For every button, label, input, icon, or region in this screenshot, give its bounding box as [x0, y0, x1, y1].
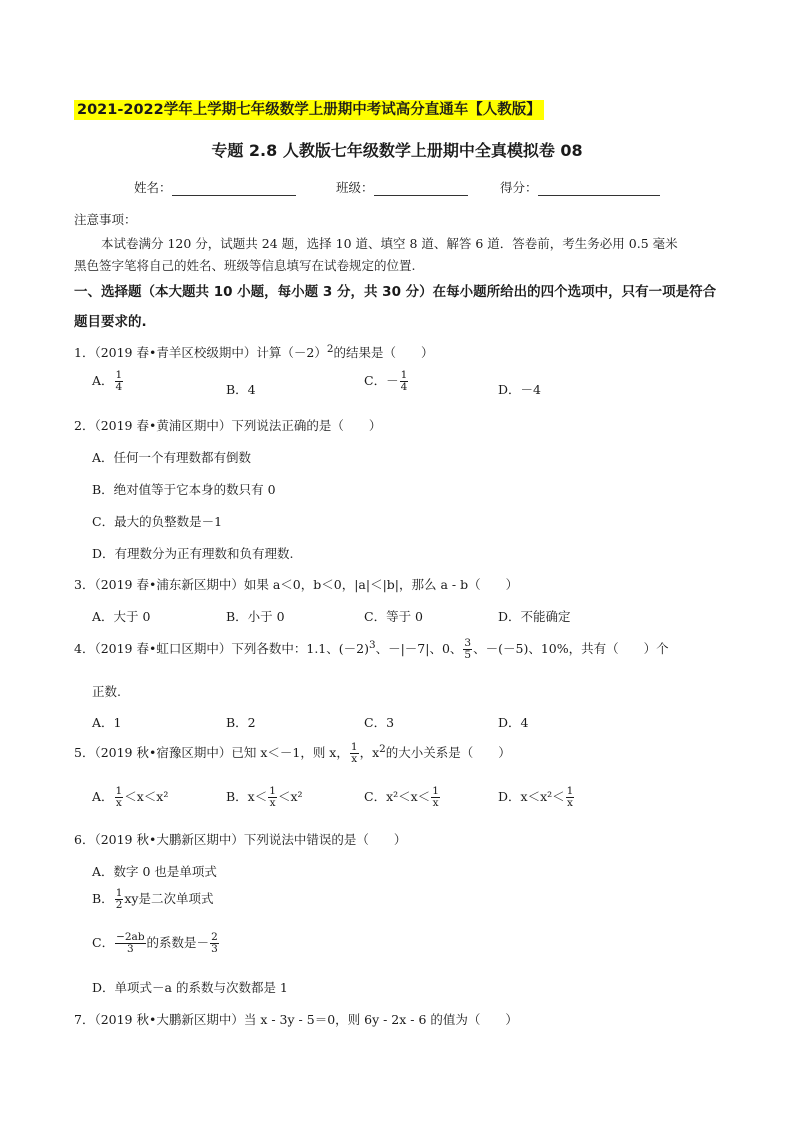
- option-d: D．4: [498, 715, 529, 730]
- option-a: A． $\frac{1}{4}$: [92, 369, 123, 393]
- class-label: 班级：: [336, 180, 374, 195]
- option-d: D．单项式－a 的系数与次数都是 1: [92, 980, 288, 995]
- question-2: 2．（2019 春•黄浦区期中）下列说法正确的是（ ）: [74, 418, 382, 433]
- question-6: 6．（2019 秋•大鹏新区期中）下列说法中错误的是（ ）: [74, 832, 407, 847]
- question-4: 4．（2019 春•虹口区期中）下列各数中：1.1、$(-2)^3$、－|－7|、0、 $\frac{3}{5}$ 、－(－5)、10%，共有（ ）个: [74, 637, 669, 661]
- option-d: D．有理数分为正有理数和负有理数.: [92, 546, 294, 561]
- option-c: C．最大的负整数是－1: [92, 514, 223, 529]
- option-b: B． $\frac{1}{2}$ xy是二次单项式: [92, 887, 214, 911]
- option-d: D．不能确定: [498, 609, 571, 624]
- notice-heading: 注意事项：: [74, 212, 137, 227]
- option-a: A． $\frac{1}{x}$ ＜x＜x²: [92, 785, 169, 809]
- notice-line: 本试卷满分 120 分，试题共 24 题，选择 10 道、填空 8 道、解答 6 道．答卷前，考生务必用 0.5 毫米: [101, 236, 678, 251]
- option-a: A．大于 0: [92, 609, 151, 624]
- question-4-cont: 正数.: [92, 684, 121, 699]
- name-blank: [172, 182, 296, 196]
- option-b: B．2: [226, 715, 256, 730]
- option-a: A．任何一个有理数都有倒数: [92, 450, 252, 465]
- option-b: B．x＜ $\frac{1}{x}$ ＜x²: [226, 785, 303, 809]
- name-field: [134, 178, 296, 196]
- score-label: 得分：: [500, 180, 538, 195]
- option-b: B．4: [226, 382, 256, 397]
- section-heading: 题目要求的.: [74, 314, 147, 330]
- score-field: [500, 178, 660, 196]
- name-label: 姓名：: [134, 180, 172, 195]
- class-blank: [374, 182, 468, 196]
- option-a: A．数字 0 也是单项式: [92, 864, 217, 879]
- option-c: C．3: [364, 715, 395, 730]
- option-c: C．等于 0: [364, 609, 423, 624]
- option-d: D．－4: [498, 382, 541, 397]
- question-3: 3．（2019 春•浦东新区期中）如果 a＜0，b＜0，|a|＜|b|，那么 a - b（ ）: [74, 577, 519, 592]
- class-field: [336, 178, 468, 196]
- option-c: C．－ $\frac{1}{4}$: [364, 369, 408, 393]
- question-7: 7．（2019 秋•大鹏新区期中）当 x - 3y - 5＝0，则 6y - 2x - 6 的值为（ ）: [74, 1012, 518, 1027]
- option-b: B．小于 0: [226, 609, 285, 624]
- question-1: 1．（2019 春•青羊区校级期中）计算$(-2)^2$的结果是（ ）: [74, 343, 434, 361]
- option-a: A．1: [92, 715, 122, 730]
- question-5: 5．（2019 秋•宿豫区期中）已知 x＜－1，则 x， $\frac{1}{x}$ ，$x^2$的大小关系是（ ）: [74, 741, 511, 765]
- page-title: 专题 2.8 人教版七年级数学上册期中全真模拟卷 08: [211, 141, 583, 160]
- section-heading: 一、选择题（本大题共 10 小题，每小题 3 分，共 30 分）在每小题所给出的四个选项中，只有一项是符合: [74, 284, 717, 300]
- score-blank: [538, 182, 660, 196]
- option-b: B．绝对值等于它本身的数只有 0: [92, 482, 276, 497]
- banner: 2021-2022学年上学期七年级数学上册期中考试高分直通车【人教版】: [74, 100, 544, 120]
- option-c: C．x²＜x＜ $\frac{1}{x}$: [364, 785, 439, 809]
- notice-line: 黑色签字笔将自己的姓名、班级等信息填写在试卷规定的位置.: [74, 258, 416, 273]
- option-d: D．x＜x²＜ $\frac{1}{x}$: [498, 785, 574, 809]
- option-c: C． $\frac{-2ab}{3}$ 的系数是－ $\frac{2}{3}$: [92, 931, 218, 955]
